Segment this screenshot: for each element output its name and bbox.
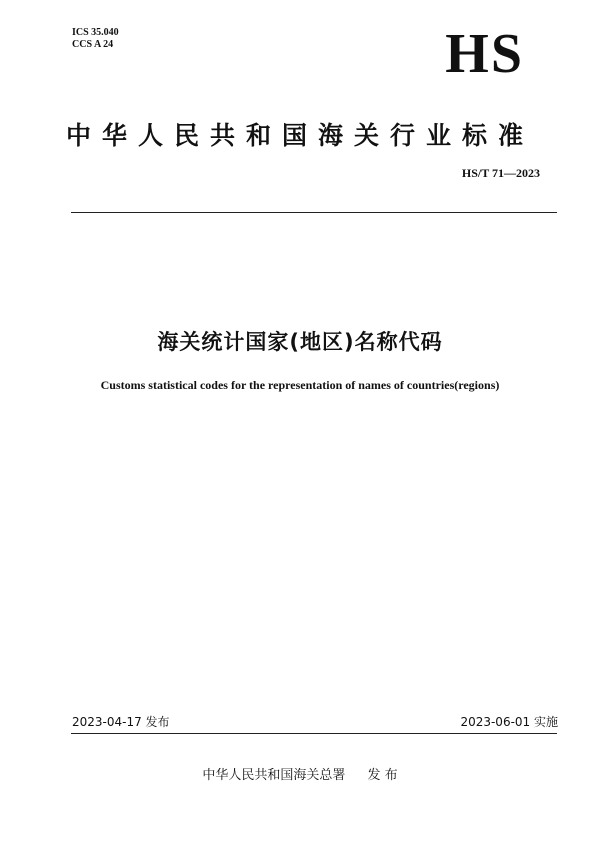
top-divider bbox=[71, 212, 557, 213]
hs-logo: HS bbox=[445, 23, 524, 85]
issuer-name: 中华人民共和国海关总署 bbox=[202, 768, 346, 783]
document-title-english: Customs statistical codes for the representation of names of countries(regions) bbox=[100, 378, 500, 392]
standard-series-title: 中华人民共和国海关行业标准 bbox=[65, 121, 534, 150]
ics-code: ICS 35.040 bbox=[72, 27, 119, 38]
bottom-divider bbox=[71, 733, 557, 734]
issue-label: 发 布 bbox=[367, 768, 398, 783]
ccs-code: CCS A 24 bbox=[72, 39, 114, 50]
classification-codes bbox=[72, 27, 119, 51]
issuer-line bbox=[0, 764, 600, 783]
standard-number: HS/T 71—2023 bbox=[461, 166, 540, 180]
document-title-chinese: 海关统计国家(地区)名称代码 bbox=[157, 330, 443, 354]
publish-date: 2023-04-17 发布 bbox=[72, 715, 170, 729]
implement-date: 2023-06-01 实施 bbox=[460, 715, 558, 729]
